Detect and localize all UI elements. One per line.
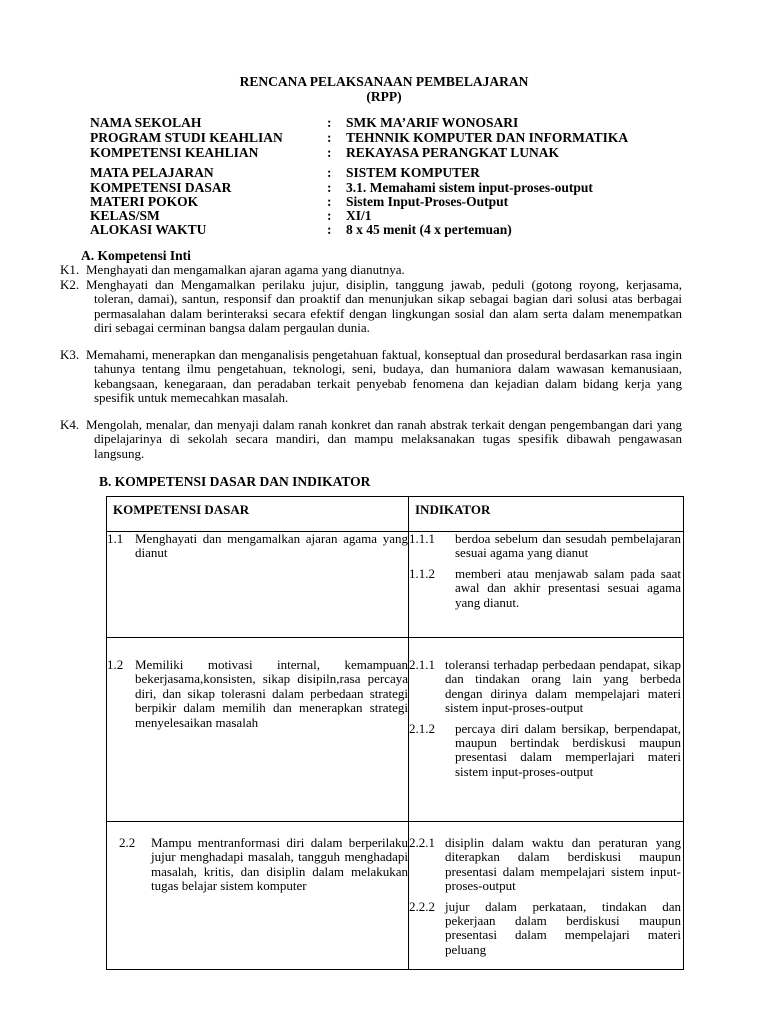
ki-item [60, 278, 682, 336]
ki-text: Menghayati dan mengamalkan ajaran agama yang dianutnya. [86, 262, 405, 277]
indicator-number: 2.2.1 [409, 835, 435, 850]
indicator-text: memberi atau menjawab salam pada saat awal dan akhir presentasi sesuai agama yang dianut. [455, 565, 681, 610]
section-b-heading: B. KOMPETENSI DASAR DAN INDIKATOR [99, 474, 371, 489]
ki-code: K4. [60, 417, 80, 432]
competency-item [119, 836, 408, 894]
indicator-cell [409, 638, 684, 822]
info-value: 3.1. Memahami sistem input-proses-output [346, 180, 593, 195]
competency-number: 1.1 [107, 531, 124, 546]
competency-cell [107, 532, 409, 638]
indicator-number: 1.1.2 [409, 565, 435, 581]
ki-item [60, 263, 682, 277]
info-value: REKAYASA PERANGKAT LUNAK [346, 145, 560, 160]
info-label: KELAS/SM [90, 208, 160, 223]
competency-number: 2.2 [119, 835, 136, 850]
info-label: KOMPETENSI KEAHLIAN [90, 145, 259, 160]
info-value: XI/1 [346, 208, 372, 223]
indicator-cell [409, 822, 684, 970]
indicator-item [409, 900, 683, 958]
table-row [107, 532, 684, 638]
ki-code: K3. [60, 347, 80, 362]
column-header-competency: KOMPETENSI DASAR [107, 497, 409, 532]
indicator-item [409, 567, 683, 610]
competency-item [107, 658, 408, 730]
indicator-item [409, 722, 683, 780]
ki-item [60, 418, 682, 461]
info-label: KOMPETENSI DASAR [90, 180, 232, 195]
competency-number: 1.2 [107, 657, 124, 672]
ki-text: Menghayati dan Mengamalkan perilaku jujur, disiplin, tanggung jawab, peduli (gotong royong, kerjasama, toleran, damai), santun, responsif dan proaktif dan menunjukan sikap sebagai bagian dari solusi atas berbagai permasalahan dalam berinteraksi secara efektif dengan lingkungan sosial dan alam serta dalam menempatkan diri sebagai cerminan bangsa dalam pergaulan dunia. [86, 277, 682, 336]
indicator-cell [409, 532, 684, 638]
indicator-number: 2.2.2 [409, 898, 435, 914]
indicator-number: 1.1.1 [409, 531, 435, 546]
info-colon: : [327, 145, 332, 160]
competency-text: Menghayati dan mengamalkan ajaran agama yang dianut [135, 531, 408, 561]
info-colon: : [327, 130, 332, 145]
table-row [107, 638, 684, 822]
ki-code: K2. [60, 277, 80, 292]
indicator-text: percaya diri dalam bersikap, berpendapat, maupun bertindak berdiskusi maupun presentasi dalam memperlajari materi sistem input-proses-output [455, 720, 681, 779]
info-value: Sistem Input-Proses-Output [346, 194, 509, 209]
table-header-row [107, 497, 684, 532]
column-header-indicator: INDIKATOR [409, 497, 684, 532]
competency-cell [107, 638, 409, 822]
info-colon: : [327, 194, 332, 209]
indicator-text: disiplin dalam waktu dan peraturan yang diterapkan dalam berdiskusi maupun presentasi dalam mempelajari sistem input-proses-output [445, 835, 681, 894]
info-label: MATA PELAJARAN [90, 165, 214, 180]
indicator-item [409, 532, 683, 561]
info-colon: : [327, 222, 332, 237]
indicator-item [409, 658, 683, 716]
competency-indicator-table [106, 496, 684, 970]
table-row [107, 822, 684, 970]
ki-text: Memahami, menerapkan dan menganalisis pengetahuan faktual, konseptual dan prosedural berdasarkan rasa ingin tahunya tentang ilmu pengetahuan, teknologi, seni, budaya, dan humaniora dalam wawasan kemanusiaan, kebangsaan, kenegaraan, dan peradaban terkait penyebab fenomena dan kejadian dalam bidang kerja yang spesifik untuk memecahkan masalah. [86, 347, 682, 406]
ki-item [60, 348, 682, 406]
indicator-number: 2.1.2 [409, 720, 435, 736]
indicator-number: 2.1.1 [409, 657, 435, 672]
ki-text: Mengolah, menalar, dan menyaji dalam ranah konkret dan ranah abstrak terkait dengan pengembangan dari yang dipelajarinya di sekolah secara mandiri, dan mampu melaksanakan tugas spesifik dibawah pengawasan langsung. [86, 417, 682, 461]
info-value: 8 x 45 menit (4 x pertemuan) [346, 222, 512, 237]
indicator-item [409, 836, 683, 894]
info-label: PROGRAM STUDI KEAHLIAN [90, 130, 283, 145]
info-colon: : [327, 208, 332, 223]
competency-text: Memiliki motivasi internal, kemampuan bekerjasama,konsisten, sikap disipiln,rasa percaya diri, dan sikap tolerasni dalam perbedaan strategi berpikir dalam memilih dan menerapkan strategi menyelesaikan masalah [135, 657, 408, 730]
competency-cell [107, 822, 409, 970]
info-label: ALOKASI WAKTU [90, 222, 207, 237]
info-value: SISTEM KOMPUTER [346, 165, 480, 180]
indicator-text: toleransi terhadap perbedaan pendapat, sikap dan tindakan orang lain yang berbeda dengan dirinya dalam mempelajari materi sistem input-proses-output [445, 657, 681, 716]
info-value: SMK MA’ARIF WONOSARI [346, 115, 519, 130]
section-a-heading: A. Kompetensi Inti [81, 248, 191, 263]
info-label: NAMA SEKOLAH [90, 115, 202, 130]
document-title: RENCANA PELAKSANAAN PEMBELAJARAN [239, 74, 529, 89]
indicator-text: jujur dalam perkataan, tindakan dan pekerjaan dalam berdiskusi maupun presentasi dalam mempelajari materi peluang [445, 898, 681, 957]
info-colon: : [327, 115, 332, 130]
info-label: MATERI POKOK [90, 194, 199, 209]
competency-text: Mampu mentranformasi diri dalam berperilaku jujur menghadapi masalah, tangguh menghadapi masalah, kritis, dan disiplin dalam melakukan tugas belajar sistem komputer [151, 835, 408, 894]
ki-code: K1. [60, 262, 80, 277]
info-colon: : [327, 165, 332, 180]
competency-item [107, 532, 408, 561]
indicator-text: berdoa sebelum dan sesudah pembelajaran sesuai agama yang dianut [455, 531, 681, 561]
info-value: TEHNNIK KOMPUTER DAN INFORMATIKA [346, 130, 629, 145]
info-colon: : [327, 180, 332, 195]
document-subtitle: (RPP) [366, 89, 402, 104]
